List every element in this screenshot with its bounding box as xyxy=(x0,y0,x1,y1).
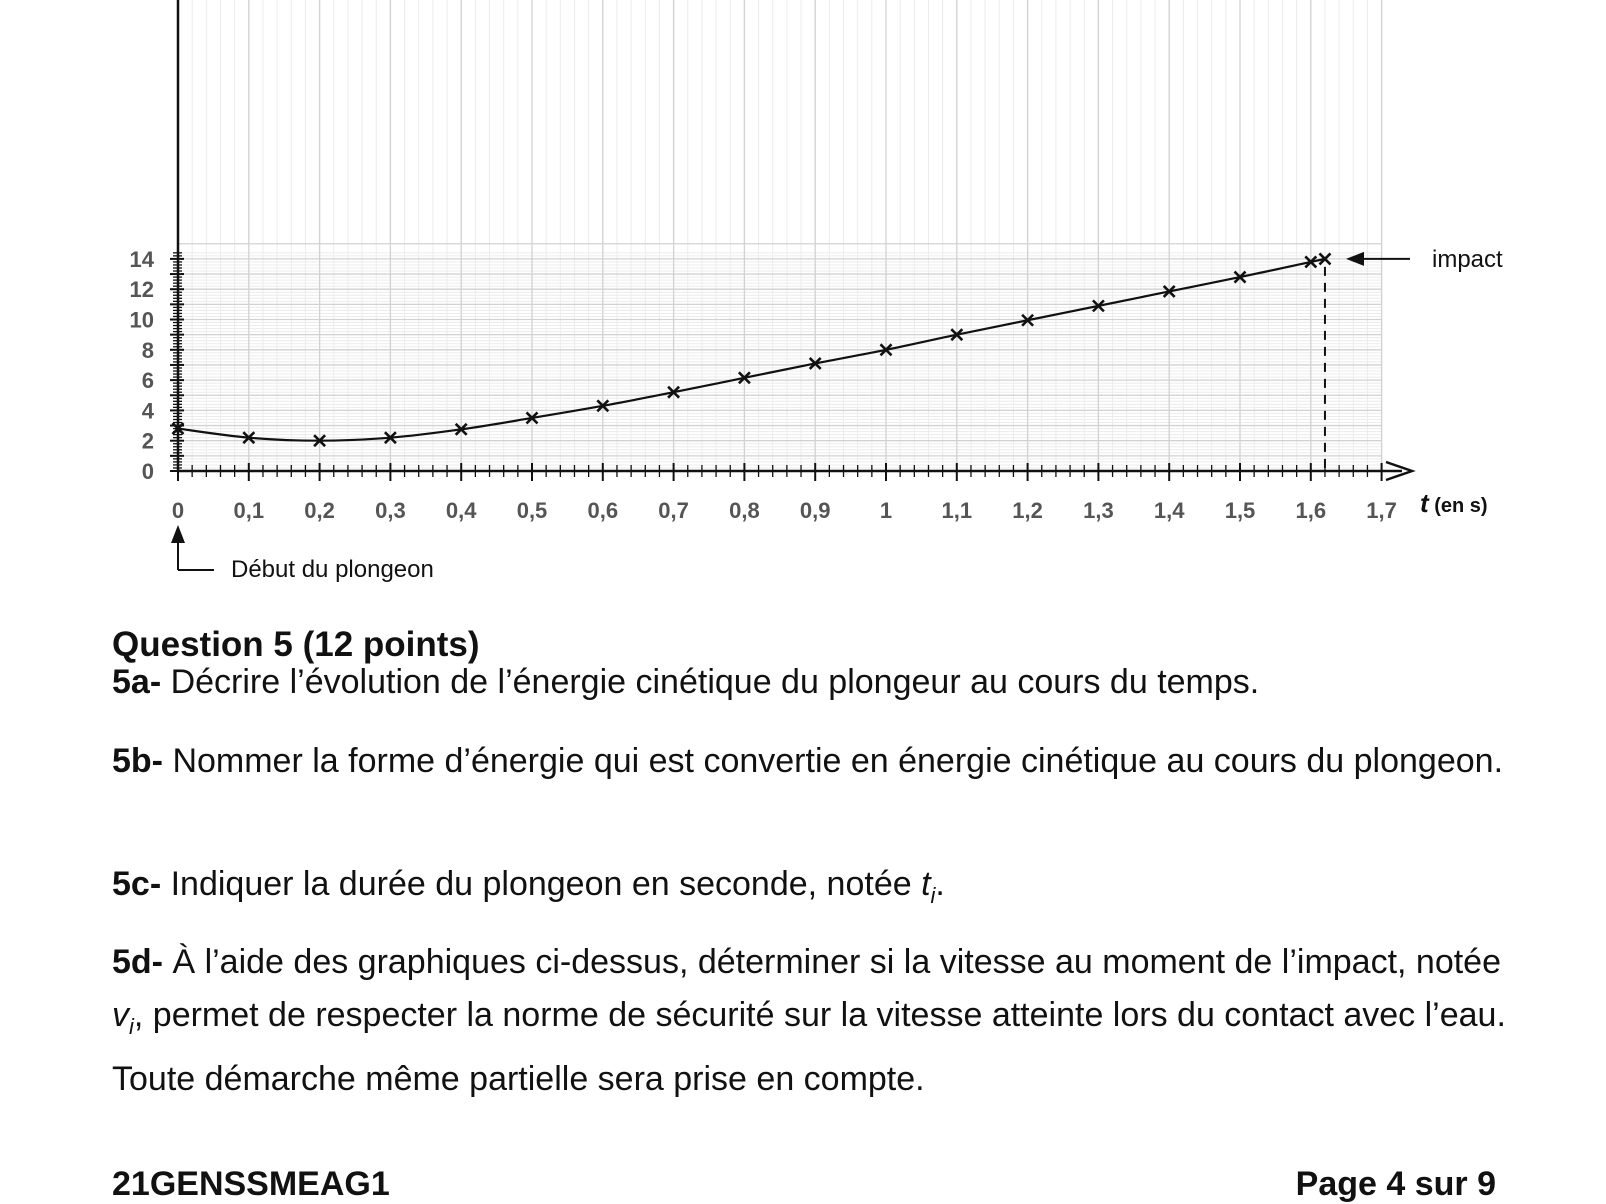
x-tick-label: 0,6 xyxy=(587,498,619,523)
question-5c-label: 5c- xyxy=(112,865,162,903)
x-axis-variable: t xyxy=(1420,488,1429,518)
y-tick-label: 12 xyxy=(129,277,154,303)
question-5d-text-before: À l’aide des graphiques ci-dessus, déterminer si la vitesse au moment de l’impact, notée xyxy=(163,943,1502,981)
question-5d-text-after: , permet de respecter la norme de sécurité sur la vitesse atteinte lors du contact avec l’eau. Toute démarche même partielle sera prise en compte. xyxy=(112,996,1506,1098)
chart-axes xyxy=(178,0,1412,480)
kinetic-energy-chart xyxy=(0,0,1606,600)
x-tick-label: 0,4 xyxy=(445,498,477,523)
question-5d-sub: i xyxy=(129,1013,134,1039)
y-tick-label: 4 xyxy=(141,398,154,424)
y-tick-label: 10 xyxy=(129,307,154,333)
question-5d xyxy=(112,936,1532,1106)
x-tick-label: 1,4 xyxy=(1153,498,1185,523)
question-5b-label: 5b- xyxy=(112,742,163,780)
question-5c-sub: i xyxy=(930,882,936,908)
start-arrow-head xyxy=(171,525,185,543)
question-title: Question 5 (12 points) xyxy=(112,625,480,664)
x-axis-title xyxy=(1420,488,1488,518)
x-tick-label: 0,8 xyxy=(729,498,760,523)
x-tick-label: 1,1 xyxy=(941,498,973,523)
x-tick-label: 1,2 xyxy=(1012,498,1043,523)
chart-annotations xyxy=(171,246,1503,583)
x-axis-unit: (en s) xyxy=(1428,495,1488,517)
question-5b xyxy=(112,735,1532,788)
x-tick-label: 0,5 xyxy=(516,498,548,523)
y-tick-label: 0 xyxy=(141,459,154,484)
x-tick-label: 1 xyxy=(879,498,893,523)
x-tick-label: 0,1 xyxy=(233,498,265,523)
question-5c-var: t xyxy=(921,865,931,903)
x-tick-label: 0 xyxy=(171,498,185,523)
chart-ticks xyxy=(130,247,1488,523)
footer-code: 21GENSSMEAG1 xyxy=(112,1165,390,1203)
question-5d-label: 5d- xyxy=(112,943,163,981)
x-tick-label: 0,9 xyxy=(799,498,831,523)
question-5a-text: Décrire l’évolution de l’énergie cinétique du plongeur au cours du temps. xyxy=(161,663,1260,701)
chart-grid-major xyxy=(178,0,1382,471)
x-tick-label: 1,5 xyxy=(1224,498,1256,523)
x-tick-label: 1,3 xyxy=(1083,498,1114,523)
question-5d-var: v xyxy=(112,996,129,1034)
x-tick-label: 1,7 xyxy=(1366,498,1397,523)
question-5c xyxy=(112,858,1532,922)
y-tick-label: 14 xyxy=(129,246,154,272)
x-tick-label: 0,2 xyxy=(304,498,335,523)
start-label: Début du plongeon xyxy=(231,556,434,583)
y-tick-label: 6 xyxy=(141,368,154,394)
x-tick-label: 0,7 xyxy=(658,498,689,523)
footer-page: Page 4 sur 9 xyxy=(1295,1165,1496,1203)
question-5a-label: 5a- xyxy=(112,663,162,701)
question-5b-text: Nommer la forme d’énergie qui est convertie en énergie cinétique au cours du plongeon. xyxy=(163,742,1504,780)
y-tick-label: 8 xyxy=(141,337,154,363)
impact-arrow-head xyxy=(1346,252,1364,266)
question-5c-after: . xyxy=(935,865,945,903)
y-tick-label: 2 xyxy=(141,428,154,454)
impact-label: impact xyxy=(1432,245,1503,273)
x-tick-label: 1,6 xyxy=(1295,498,1327,523)
x-tick-label: 0,3 xyxy=(375,498,406,523)
question-5a xyxy=(112,656,1532,709)
chart-grid-minor xyxy=(178,0,1382,471)
question-5c-text: Indiquer la durée du plongeon en seconde, notée xyxy=(161,865,922,903)
